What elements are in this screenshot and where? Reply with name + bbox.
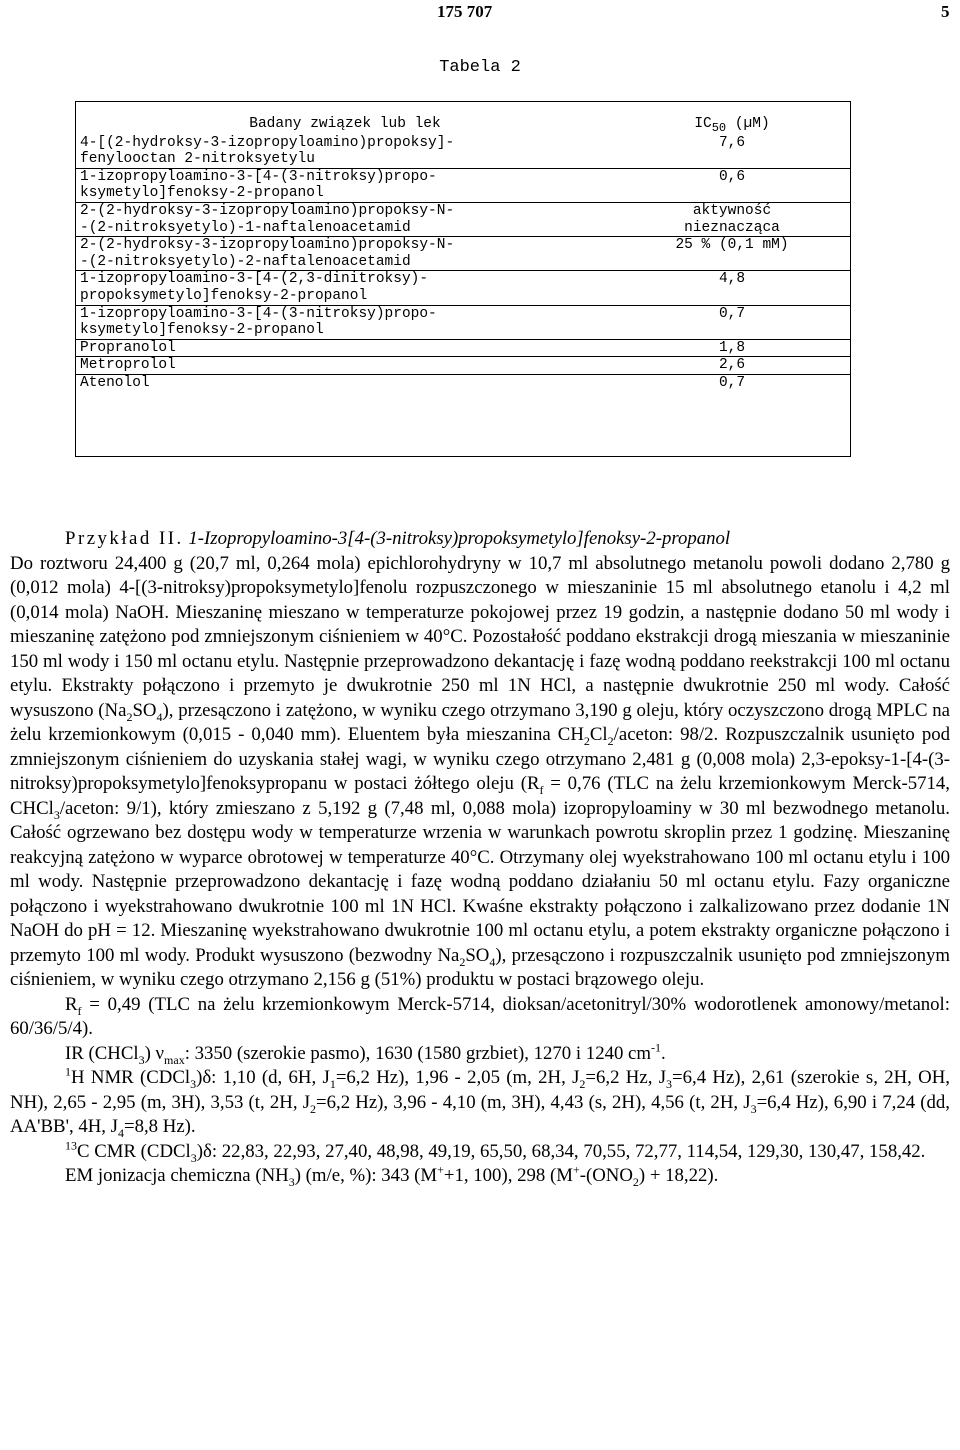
hnmr-paragraph: $^1$H NMR (CDCl$_3$)δ: 1,10 (d, 6H, $J_1=6,2$ Hz), 1,96 - 2,05 (m, 2H, $J_2=6,2$ Hz, $J_3=6,4$ Hz), 2,61 (szerokie s, 2H, OH, NH), 2,65 - 2,95 (m, 3H), 3,53 (t, 2H, $J_2=6,2$ Hz), 3,96 - 4,10 (m, 3H), 4,43 (s, 2H), 4,56 (t, 2H, $J_3=6,4$ Hz), 6,90 i 7,24 (dd, AA'BB', 4H, $J_4=8,8$ Hz). [10,1064,950,1140]
table-row [76,168,850,202]
column-header-compound: Badany związek lub lek [249,116,441,132]
column-header-ic50: $IC_{50}$ (µM) [694,116,770,135]
table-row [76,374,850,391]
cnmr-paragraph: $^{13}$C CMR (CDCl$_3$)δ: 22,83, 22,93, 27,40, 48,98, 49,19, 65,50, 68,34, 70,55, 72,77, 114,54, 129,30, 130,47, 158,42. [65,1138,926,1165]
table-row [76,305,850,339]
compound-cell: Propranolol [76,339,614,357]
example-title: 1-Izopropyloamino-3[4-(3-nitroksy)propoksymetylo]fenoksy-2-propanol [188,528,731,549]
table-row [76,202,850,236]
table-row [76,271,850,305]
ic50-cell: 0,6 [614,168,850,202]
compound-cell: 1-izopropyloamino-3-[4-(3-nitroksy)propo- ksymetylo]fenoksy-2-propanol [76,305,614,339]
table-row [76,339,850,357]
table-row [76,135,850,169]
rf-paragraph: $R_f = 0,49$ (TLC na żelu krzemionkowym Merck-5714, dioksan/acetonitryl/30% wodorotlenek amonowy/metanol: 60/36/5/4). [10,993,950,1039]
compound-cell: 2-(2-hydroksy-3-izopropyloamino)propoksy-N- -(2-nitroksyetylo)-2-naftalenoacetamid [76,237,614,271]
ic50-cell: 4,8 [614,271,850,305]
table-row [76,237,850,271]
table-row [76,357,850,375]
compound-cell: 2-(2-hydroksy-3-izopropyloamino)propoksy-N- -(2-nitroksyetylo)-1-naftalenoacetamid [76,202,614,236]
ic50-cell: aktywność nieznacząca [614,202,850,236]
ic50-cell: 7,6 [614,135,850,169]
compound-cell: Metroprolol [76,357,614,375]
ic50-cell: 0,7 [614,305,850,339]
page-header [0,0,960,30]
ic50-cell: 0,7 [718,374,746,391]
compound-cell: 4-[(2-hydroksy-3-izopropyloamino)propoksy]- fenylooctan 2-nitroksyetylu [76,135,614,169]
ir-paragraph: IR (CHCl$_3$) $\nu_{max}$: 3350 (szerokie pasmo), 1630 (1580 grzbiet), 1270 i 1240 $cm^{-1}$. [65,1040,666,1067]
ms-paragraph: EM jonizacja chemiczna $(NH_3)$ (m/e, %): 343 (M++1, 100), 298 $(M^+-(ONO_2) + 18,22)$. [65,1162,719,1189]
ic50-cell: 2,6 [614,357,850,375]
example-text [10,527,950,1189]
page-number: 5 [941,2,950,21]
data-table [75,101,851,457]
example-label: Przykład II. [65,528,184,549]
patent-number: 175 707 [437,2,493,21]
compound-cell: Atenolol [80,374,150,391]
compound-cell: 1-izopropyloamino-3-[4-(3-nitroksy)propo- ksymetylo]fenoksy-2-propanol [76,168,614,202]
compound-cell: 1-izopropyloamino-3-[4-(2,3-dinitroksy)- propoksymetylo]fenoksy-2-propanol [76,271,614,305]
ic50-cell: 1,8 [614,339,850,357]
example-paragraph: Przykład II. 1-Izopropyloamino-3[4-(3-nitroksy)propoksymetylo]fenoksy-2-propanol Do roztworu 24,400 g (20,7 ml, 0,264 mola) epichlorohydryny w 10,7 ml absolutnego metanolu powoli dodano 2,780 g (0,012 mola) 4-[(3-nitroksy)propoksymetylo]fenolu rozpuszczonego w mieszaninie 15 ml absolutnego etanolu i 4,2 ml (0,014 mola) NaOH. Mieszaninę mieszano w temperaturze pokojowej przez 19 godzin, a następnie dodano 50 ml wody i mieszaninę zatężono pod zmniejszonym ciśnieniem w 40°C. Pozostałość poddano ekstrakcji drogą mieszania w mieszaninie 150 ml wody i 150 ml octanu etylu. Następnie przeprowadzono dekantację i fazę wodną poddano reekstrakcji 100 ml octanu etylu. Ekstrakty połączono i przemyto je dwukrotnie 250 ml 1N HCl, a następnie dwukrotnie 250 ml wody. Całość wysuszono $(Na_2SO_4)$, przesączono i zatężono, w wyniku czego otrzymano 3,190 g oleju, który oczyszczono drogą MPLC na żelu krzemionkowym (0,015 - 0,040 mm). Eluentem była mieszanina $CH_2Cl_2$/aceton: 98/2. Rozpuszczalnik usunięto pod zmniejszonym ciśnieniem do uzyskania stałej wagi, w wyniku czego otrzymano 2,481 g (0,008 mola) 2,3-epoksy-1-[4-(3-nitroksy)propoksymetylo]fenoksypropanu w postaci żółtego oleju ($R_f = 0,76$ (TLC na żelu krzemionkowym Merck-5714, CHCl$_3$/aceton: 9/1), który zmieszano z 5,192 g (7,48 ml, 0,088 mola) izopropyloaminy w 30 ml bezwodnego metanolu. Całość ogrzewano bez dostępu wody w temperaturze wrzenia w warunkach powrotu skroplin przez 1 godzinę. Mieszaninę reakcyjną zatężono w wyparce obrotowej w temperaturze 40°C. Otrzymany olej wyekstrahowano 100 ml octanu etylu i 100 ml wody. Następnie przeprowadzono dekantację i fazę wodną poddano działaniu 50 ml octanu etylu. Fazy organiczne połączono i wyekstrahowano dwukrotnie 100 ml 1N HCl. Kwaśne ekstrakty połączono i zalkalizowano przez dodanie 1N NaOH do pH = 12. Mieszaninę wyekstrahowano dwukrotnie 100 ml octanu etylu, a potem ekstrakty organiczne połączono i przemyto 100 ml wody. Produkt wysuszono (bezwodny $Na_2SO_4$), przesączono i rozpuszczalnik usunięto pod zmniejszonym ciśnieniem, w wyniku czego otrzymano 2,156 g (51%) produktu w postaci brązowego oleju. [10,528,951,990]
table-title: Tabela 2 [439,58,521,77]
table-header-row [76,116,850,135]
ic50-cell: 25 % (0,1 mM) [614,237,850,271]
